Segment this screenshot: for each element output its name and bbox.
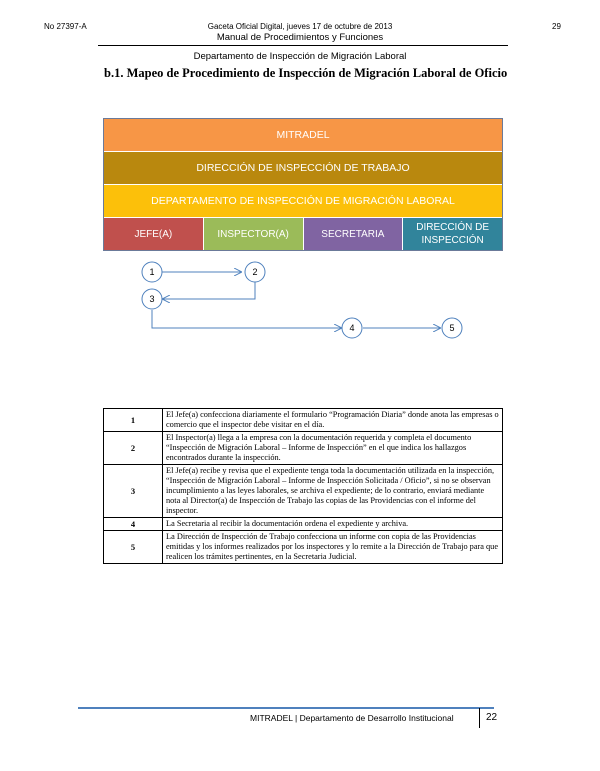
step-description: La Secretaria al recibir la documentación ordena el expediente y archiva. [163,518,503,531]
footer-separator [479,708,480,728]
gazette-page-number: 29 [552,22,561,31]
table-row [104,518,503,531]
flow-node-label-5: 5 [449,323,455,333]
step-number: 1 [104,409,163,432]
step-description: La Dirección de Inspección de Trabajo confecciona un informe con copia de las Providencias emitidas y los informes realizados por los inspectores y lo remite a la Dirección de Trabajo para que realicen los trámites pertinentes, en la Secretaria Judicial. [163,531,503,564]
step-number: 3 [104,465,163,518]
step-description: El Inspector(a) llega a la empresa con la documentación requerida y completa el documento “Inspección de Migración Laboral – Informe de Inspección” en el que indica los hallazgos encontrados durante la inspección. [163,432,503,465]
step-number: 2 [104,432,163,465]
department-heading: Departamento de Inspección de Migración Laboral [193,51,407,62]
footer-divider [78,707,494,709]
document-number: No 27397-A [44,22,87,31]
role-direccion-inspeccion: DIRECCIÓN DE INSPECCIÓN [403,218,502,250]
role-secretaria: SECRETARIA [304,218,404,250]
step-number: 4 [104,518,163,531]
table-row [104,409,503,432]
manual-title: Manual de Procedimientos y Funciones [216,32,384,43]
flow-node-label-1: 1 [149,267,155,277]
role-inspector: INSPECTOR(A) [204,218,304,250]
section-title: b.1. Mapeo de Procedimiento de Inspección de Migración Laboral de Oficio [104,66,508,80]
footer-page-number: 22 [486,712,498,723]
table-row [104,531,503,564]
flow-arrow-2-3 [163,282,255,299]
table-row [104,432,503,465]
flow-node-label-2: 2 [252,267,258,277]
org-level-mitradel: MITRADEL [104,119,502,152]
flow-node-label-3: 3 [149,294,155,304]
process-flow-diagram [0,0,600,360]
table-row [104,465,503,518]
step-description: El Jefe(a) recibe y revisa que el expediente tenga toda la documentación utilizada en la inspección, “Inspección de Migración Laboral – Informe de Inspección Solicitada / Oficio”, si no se observan incumplimiento a las leyes laborales, se archiva el expediente; de lo contrario, enviará mediante nota al Director(a) de Inspección de Trabajo las copias de las Providencias con el informe del inspector. [163,465,503,518]
step-number: 5 [104,531,163,564]
org-level-direccion: DIRECCIÓN DE INSPECCIÓN DE TRABAJO [104,152,502,185]
step-description: El Jefe(a) confecciona diariamente el formulario “Programación Diaria” donde anota las empresas o comercio que el inspector debe visitar en el día. [163,409,503,432]
flow-node-label-4: 4 [349,323,355,333]
flow-arrow-3-4 [152,310,341,328]
procedure-steps-table [103,408,503,564]
org-level-departamento: DEPARTAMENTO DE INSPECCIÓN DE MIGRACIÓN LABORAL [104,185,502,218]
footer-text: MITRADEL | Departamento de Desarrollo Institucional [250,713,454,723]
role-jefe: JEFE(A) [104,218,204,250]
gazette-line: Gaceta Oficial Digital, jueves 17 de octubre de 2013 [207,22,393,31]
